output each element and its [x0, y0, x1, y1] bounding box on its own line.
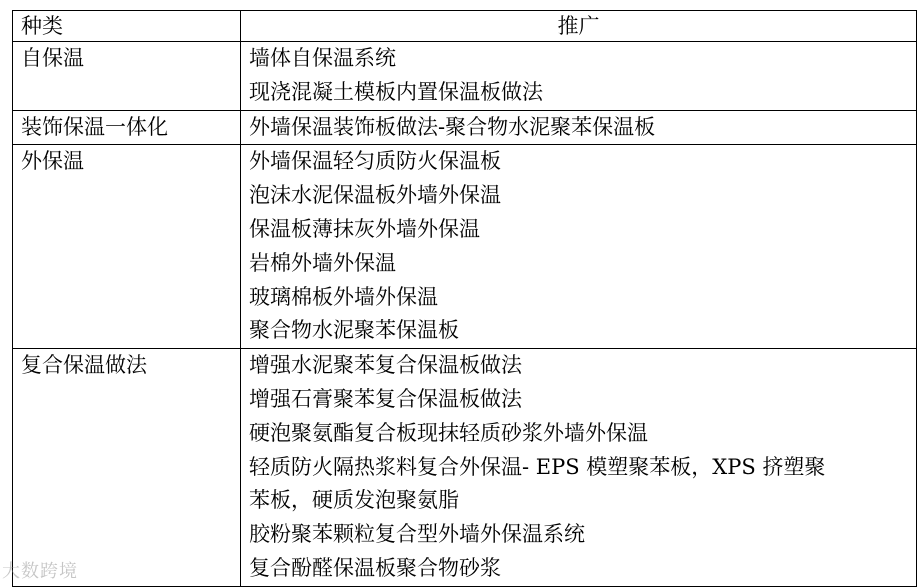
table-row [13, 110, 917, 145]
list-item: 复合酚醛保温板聚合物砂浆 [249, 555, 501, 580]
list-item: 胶粉聚苯颗粒复合型外墙外保温系统 [249, 522, 585, 547]
list-item: 墙体自保温系统 [249, 46, 396, 70]
items-cell [241, 349, 917, 587]
insulation-table [12, 10, 917, 587]
table-row [13, 145, 917, 349]
table-row [13, 42, 917, 111]
list-item: 增强石膏聚苯复合保温板做法 [249, 386, 522, 411]
category-cell: 自保温 [13, 42, 241, 111]
list-item: 保温板薄抹灰外墙外保温 [249, 216, 480, 241]
list-item: 硬泡聚氨酯复合板现抹轻质砂浆外墙外保温 [249, 420, 648, 445]
header-category: 种类 [13, 11, 241, 42]
list-item: 聚合物水泥聚苯保温板 [249, 318, 459, 343]
items-cell [241, 110, 917, 145]
list-item: 苯板，硬质发泡聚氨脂 [249, 488, 459, 513]
list-item: 外墙保温装饰板做法-聚合物水泥聚苯保温板 [249, 114, 656, 139]
list-item: 增强水泥聚苯复合保温板做法 [249, 353, 522, 378]
items-cell [241, 42, 917, 111]
category-cell: 外保温 [13, 145, 241, 349]
list-item: 玻璃棉板外墙外保温 [249, 284, 438, 309]
category-cell: 复合保温做法 [13, 349, 241, 587]
header-promotion: 推广 [241, 11, 917, 42]
table-row [13, 349, 917, 587]
list-item: 泡沫水泥保温板外墙外保温 [249, 183, 501, 208]
header-row [13, 11, 917, 42]
list-item: 现浇混凝土模板内置保温板做法 [249, 79, 543, 104]
items-cell [241, 145, 917, 349]
list-item: 岩棉外墙外保温 [249, 250, 396, 275]
watermark: 大数跨境 [2, 561, 78, 582]
list-item: 轻质防火隔热浆料复合外保温- EPS 模塑聚苯板，XPS 挤塑聚 [249, 454, 826, 479]
list-item: 外墙保温轻匀质防火保温板 [249, 149, 501, 174]
category-cell: 装饰保温一体化 [13, 110, 241, 145]
